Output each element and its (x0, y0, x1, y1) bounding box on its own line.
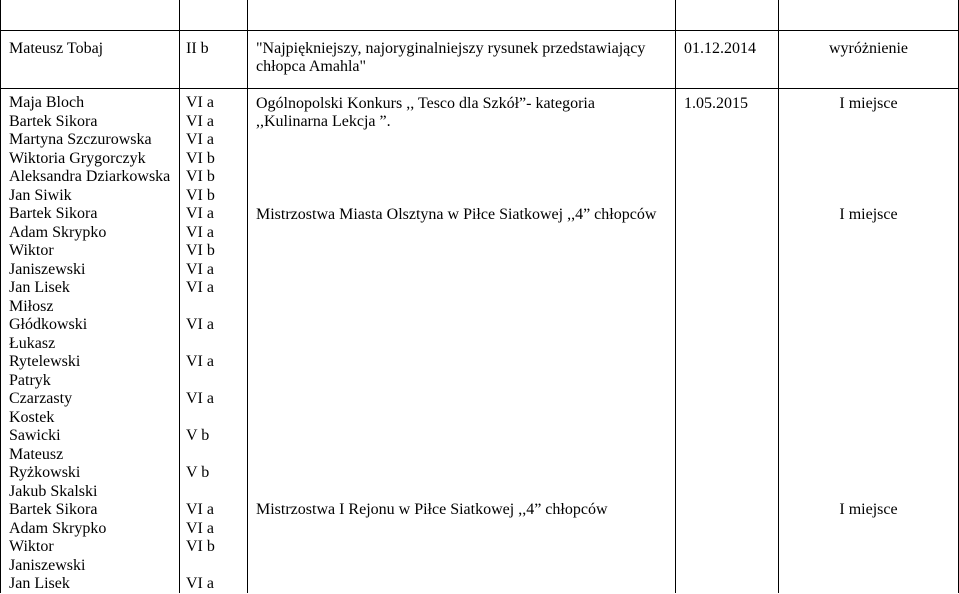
class-cell: VI a (186, 112, 214, 130)
name-cell: Janiszewski (9, 556, 86, 574)
name-cell: Janiszewski (9, 260, 86, 278)
name-cell: Jan Lisek (9, 279, 70, 296)
class-cell: VI a (186, 575, 214, 592)
classes-column (186, 94, 215, 594)
competition-1-date: 1.05.2015 (684, 95, 748, 112)
competition-3-line1: Mistrzostwa I Rejonu w Piłce Siatkowej ,,4” chłopców (256, 501, 608, 518)
competition-1-result: I miejsce (839, 95, 898, 112)
competition-1-line2: ,,Kulinarna Lekcja ”. (256, 113, 391, 130)
class-cell: VI a (186, 223, 214, 241)
row1-class: II b (186, 40, 209, 57)
class-cell: VI a (186, 390, 214, 407)
class-cell: VI a (186, 131, 214, 148)
name-cell: Mateusz (9, 445, 64, 463)
name-cell: Jan Siwik (9, 186, 72, 204)
class-cell (186, 409, 215, 428)
row1-competition-line1: "Najpiękniejszy, najoryginalniejszy rysunek przedstawiający (256, 40, 646, 57)
class-cell: VI a (186, 279, 214, 296)
class-cell (186, 557, 215, 576)
competition-1-line1: Ogólnopolski Konkurs ,, Tesco dla Szkół”- kategoria (256, 95, 595, 112)
class-cell (186, 298, 215, 317)
name-cell: Jan Lisek (9, 575, 70, 592)
class-cell (186, 483, 215, 502)
name-cell: Głódkowski (9, 316, 88, 333)
class-cell: VI a (186, 519, 214, 537)
class-cell: VI b (186, 186, 215, 204)
names-column (9, 94, 170, 594)
name-cell: Bartek Sikora (9, 501, 98, 518)
row1-result: wyróżnienie (828, 40, 909, 57)
name-cell: Martyna Szczurowska (9, 131, 152, 148)
row1-competition-line2: chłopca Amahla" (256, 58, 367, 75)
name-cell: Miłosz (9, 297, 54, 315)
name-cell: Sawicki (9, 427, 61, 444)
name-cell: Ryżkowski (9, 464, 81, 481)
class-cell: VI a (186, 205, 214, 222)
name-cell: Łukasz (9, 334, 56, 352)
name-cell: Patryk (9, 371, 51, 389)
class-cell: VI b (186, 242, 215, 259)
class-cell: VI b (186, 538, 215, 555)
competition-3-result: I miejsce (839, 501, 898, 518)
class-cell: VI b (186, 149, 215, 167)
name-cell: Bartek Sikora (9, 205, 98, 222)
row-border-mid (0, 88, 959, 89)
name-cell: Wiktor (9, 242, 54, 259)
name-cell: Adam Skrypko (9, 519, 107, 537)
class-cell: V b (186, 427, 210, 444)
class-cell (186, 372, 215, 391)
class-cell (186, 446, 215, 465)
row-border-top (0, 30, 959, 31)
class-cell: VI a (186, 316, 214, 333)
class-cell: VI a (186, 260, 214, 278)
class-cell (186, 335, 215, 354)
name-cell: Rytelewski (9, 353, 81, 370)
competition-2-line1: Mistrzostwa Miasta Olsztyna w Piłce Siatkowej ,,4” chłopców (256, 206, 657, 223)
competition-2-result: I miejsce (839, 206, 898, 223)
name-cell: Bartek Sikora (9, 112, 98, 130)
name-cell: Wiktoria Grygorczyk (9, 149, 146, 167)
name-cell: Jakub Skalski (9, 482, 98, 500)
name-cell: Czarzasty (9, 390, 73, 407)
class-cell: VI b (186, 168, 215, 185)
row1-date: 01.12.2014 (684, 40, 756, 57)
name-cell: Aleksandra Dziarkowska (9, 168, 171, 185)
class-cell: VI a (186, 501, 214, 518)
name-cell: Adam Skrypko (9, 223, 107, 241)
name-cell: Maja Bloch (9, 94, 85, 111)
class-cell: V b (186, 464, 210, 481)
name-cell: Wiktor (9, 538, 54, 555)
row1-name: Mateusz Tobaj (9, 40, 104, 57)
class-cell: VI a (186, 353, 214, 370)
class-cell: VI a (186, 94, 214, 111)
name-cell: Kostek (9, 408, 55, 426)
